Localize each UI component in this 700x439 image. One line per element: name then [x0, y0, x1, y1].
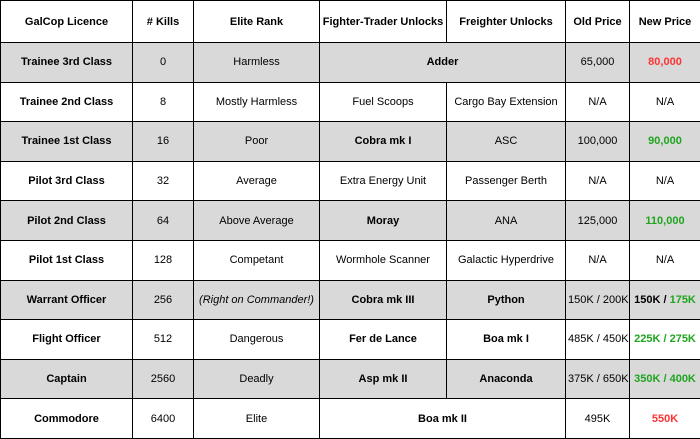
- licence-cell: Pilot 2nd Class: [1, 201, 133, 241]
- fighter-unlock-cell: Extra Energy Unit: [320, 161, 447, 201]
- unlock-merged-cell: Boa mk II: [320, 399, 566, 439]
- new-price-cell: [630, 122, 700, 162]
- new-price-cell: [630, 43, 700, 83]
- freighter-unlock-cell: Galactic Hyperdrive: [447, 240, 566, 280]
- rank-cell: Elite: [194, 399, 320, 439]
- header-rank: Elite Rank: [194, 1, 320, 43]
- fighter-unlock-cell: Fuel Scoops: [320, 82, 447, 122]
- table-row: [1, 43, 700, 83]
- new-price-cell: [630, 359, 700, 399]
- rank-cell: (Right on Commander!): [194, 280, 320, 320]
- licence-cell: Captain: [1, 359, 133, 399]
- new-price-freighter: 275K: [669, 333, 696, 346]
- rank-cell: Harmless: [194, 43, 320, 83]
- licence-cell: Trainee 3rd Class: [1, 43, 133, 83]
- header-freighter-unlocks: Freighter Unlocks: [447, 1, 566, 43]
- header-fighter-unlocks: Fighter-Trader Unlocks: [320, 1, 447, 43]
- table-row: [1, 399, 700, 439]
- licence-cell: Pilot 3rd Class: [1, 161, 133, 201]
- licence-cell: Commodore: [1, 399, 133, 439]
- table-row: [1, 201, 700, 241]
- fighter-unlock-cell: Cobra mk III: [320, 280, 447, 320]
- table-row: [1, 359, 700, 399]
- old-price-cell: 100,000: [566, 122, 630, 162]
- new-price-fighter: 225K: [634, 333, 661, 346]
- new-price-cell: N/A: [630, 161, 700, 201]
- header-licence: GalCop Licence: [1, 1, 133, 43]
- old-price-cell: 495K: [566, 399, 630, 439]
- freighter-unlock-cell: Cargo Bay Extension: [447, 82, 566, 122]
- new-price-freighter: 175K: [669, 293, 696, 306]
- new-price-cell: [630, 399, 700, 439]
- new-price-fighter: 150K: [634, 293, 661, 306]
- old-price-cell: N/A: [566, 82, 630, 122]
- table-row: [1, 161, 700, 201]
- freighter-unlock-cell: Python: [447, 280, 566, 320]
- new-price-freighter: 400K: [669, 373, 696, 386]
- licence-cell: Trainee 2nd Class: [1, 82, 133, 122]
- table-row: [1, 320, 700, 360]
- new-price-cell: [630, 201, 700, 241]
- header-row: [1, 1, 700, 43]
- old-price-cell: 375K / 650K: [566, 359, 630, 399]
- fighter-unlock-cell: Moray: [320, 201, 447, 241]
- old-price-cell: N/A: [566, 240, 630, 280]
- rank-cell: Poor: [194, 122, 320, 162]
- rank-cell: Above Average: [194, 201, 320, 241]
- kills-cell: 512: [133, 320, 194, 360]
- kills-cell: 6400: [133, 399, 194, 439]
- licence-cell: Trainee 1st Class: [1, 122, 133, 162]
- fighter-unlock-cell: Cobra mk I: [320, 122, 447, 162]
- new-price-value: 110,000: [645, 214, 685, 227]
- rank-cell: Average: [194, 161, 320, 201]
- fighter-unlock-cell: Asp mk II: [320, 359, 447, 399]
- new-price-cell: N/A: [630, 240, 700, 280]
- new-price-separator: /: [660, 333, 670, 346]
- old-price-cell: 485K / 450K: [566, 320, 630, 360]
- freighter-unlock-cell: Boa mk I: [447, 320, 566, 360]
- licence-cell: Warrant Officer: [1, 280, 133, 320]
- unlock-merged-cell: Adder: [320, 43, 566, 83]
- new-price-cell: N/A: [630, 82, 700, 122]
- old-price-cell: 65,000: [566, 43, 630, 83]
- rank-cell: Dangerous: [194, 320, 320, 360]
- new-price-cell: [630, 280, 700, 320]
- new-price-separator: /: [660, 293, 670, 306]
- rank-cell: Competant: [194, 240, 320, 280]
- table-row: [1, 240, 700, 280]
- old-price-cell: 125,000: [566, 201, 630, 241]
- kills-cell: 64: [133, 201, 194, 241]
- new-price-value: 90,000: [648, 135, 682, 148]
- table-row: [1, 122, 700, 162]
- kills-cell: 32: [133, 161, 194, 201]
- kills-cell: 8: [133, 82, 194, 122]
- fighter-unlock-cell: Wormhole Scanner: [320, 240, 447, 280]
- old-price-cell: N/A: [566, 161, 630, 201]
- freighter-unlock-cell: Anaconda: [447, 359, 566, 399]
- kills-cell: 0: [133, 43, 194, 83]
- old-price-cell: 150K / 200K: [566, 280, 630, 320]
- new-price-separator: /: [660, 373, 670, 386]
- rank-cell: Deadly: [194, 359, 320, 399]
- new-price-value: 80,000: [648, 56, 682, 69]
- new-price-fighter: 350K: [634, 373, 661, 386]
- table-row: [1, 82, 700, 122]
- freighter-unlock-cell: Passenger Berth: [447, 161, 566, 201]
- kills-cell: 256: [133, 280, 194, 320]
- kills-cell: 128: [133, 240, 194, 280]
- header-kills: # Kills: [133, 1, 194, 43]
- header-new-price: New Price: [630, 1, 700, 43]
- kills-cell: 2560: [133, 359, 194, 399]
- header-old-price: Old Price: [566, 1, 630, 43]
- freighter-unlock-cell: ANA: [447, 201, 566, 241]
- fighter-unlock-cell: Fer de Lance: [320, 320, 447, 360]
- table-row: [1, 280, 700, 320]
- new-price-cell: [630, 320, 700, 360]
- licence-cell: Pilot 1st Class: [1, 240, 133, 280]
- rank-cell: Mostly Harmless: [194, 82, 320, 122]
- new-price-value: 550K: [651, 412, 679, 425]
- freighter-unlock-cell: ASC: [447, 122, 566, 162]
- kills-cell: 16: [133, 122, 194, 162]
- licence-cell: Flight Officer: [1, 320, 133, 360]
